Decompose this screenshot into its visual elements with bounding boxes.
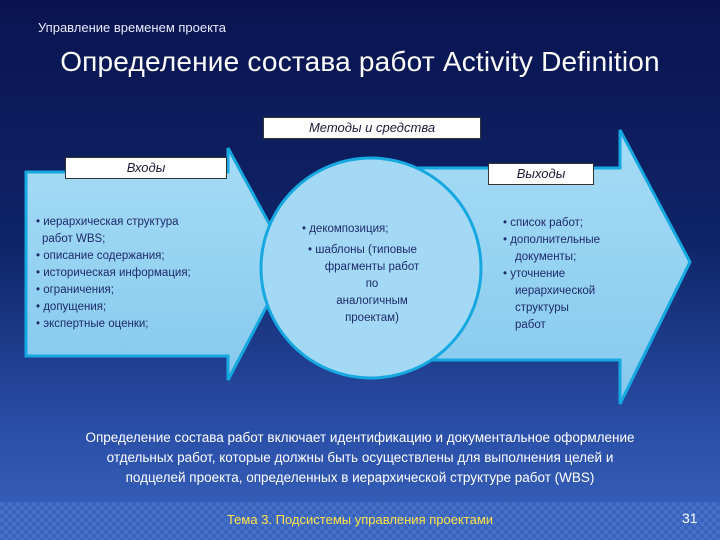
- inputs-list: [36, 214, 246, 333]
- list-item: • описание содержания;: [36, 250, 165, 262]
- list-item: • дополнительные: [503, 234, 601, 246]
- list-item: • экспертные оценки;: [36, 318, 149, 330]
- outputs-label: Выходы: [488, 163, 594, 185]
- summary-line: отдельных работ, которые должны быть осуществлены для выполнения целей и: [106, 450, 614, 465]
- list-item: • декомпозиция;: [302, 223, 389, 235]
- header-caption: Управление временем проекта: [38, 20, 226, 35]
- list-item: • уточнение: [503, 268, 566, 280]
- list-item: работ: [515, 319, 546, 331]
- list-item: • шаблоны (типовые: [308, 244, 417, 256]
- list-item: структуры: [515, 302, 569, 314]
- list-item: • историческая информация;: [36, 267, 191, 279]
- list-item: документы;: [515, 251, 577, 263]
- list-item: иерархической: [515, 285, 596, 297]
- list-item: • список работ;: [503, 217, 584, 229]
- inputs-label: Входы: [65, 157, 227, 179]
- footer-topic: Тема 3. Подсистемы управления проектами: [226, 512, 494, 527]
- list-item: по: [365, 278, 379, 290]
- page-number: 31: [682, 510, 698, 526]
- list-item: работ WBS;: [42, 233, 106, 245]
- summary-text: [26, 428, 694, 488]
- list-item: • ограничения;: [36, 284, 114, 296]
- summary-line: Определение состава работ включает идентификацию и документальное оформление: [85, 430, 635, 445]
- methods-list: [302, 221, 452, 327]
- summary-line: подцелей проекта, определенных в иерархической структуре работ (WBS): [125, 470, 595, 485]
- list-item: • иерархическая структура: [36, 216, 179, 228]
- list-item: • допущения;: [36, 301, 107, 313]
- methods-label: Методы и средства: [263, 117, 481, 139]
- list-item: фрагменты работ: [324, 261, 420, 273]
- outputs-list: [503, 215, 643, 334]
- list-item: аналогичным: [336, 295, 408, 307]
- page-title: Определение состава работ Activity Definition: [60, 46, 660, 77]
- list-item: проектам): [345, 312, 399, 324]
